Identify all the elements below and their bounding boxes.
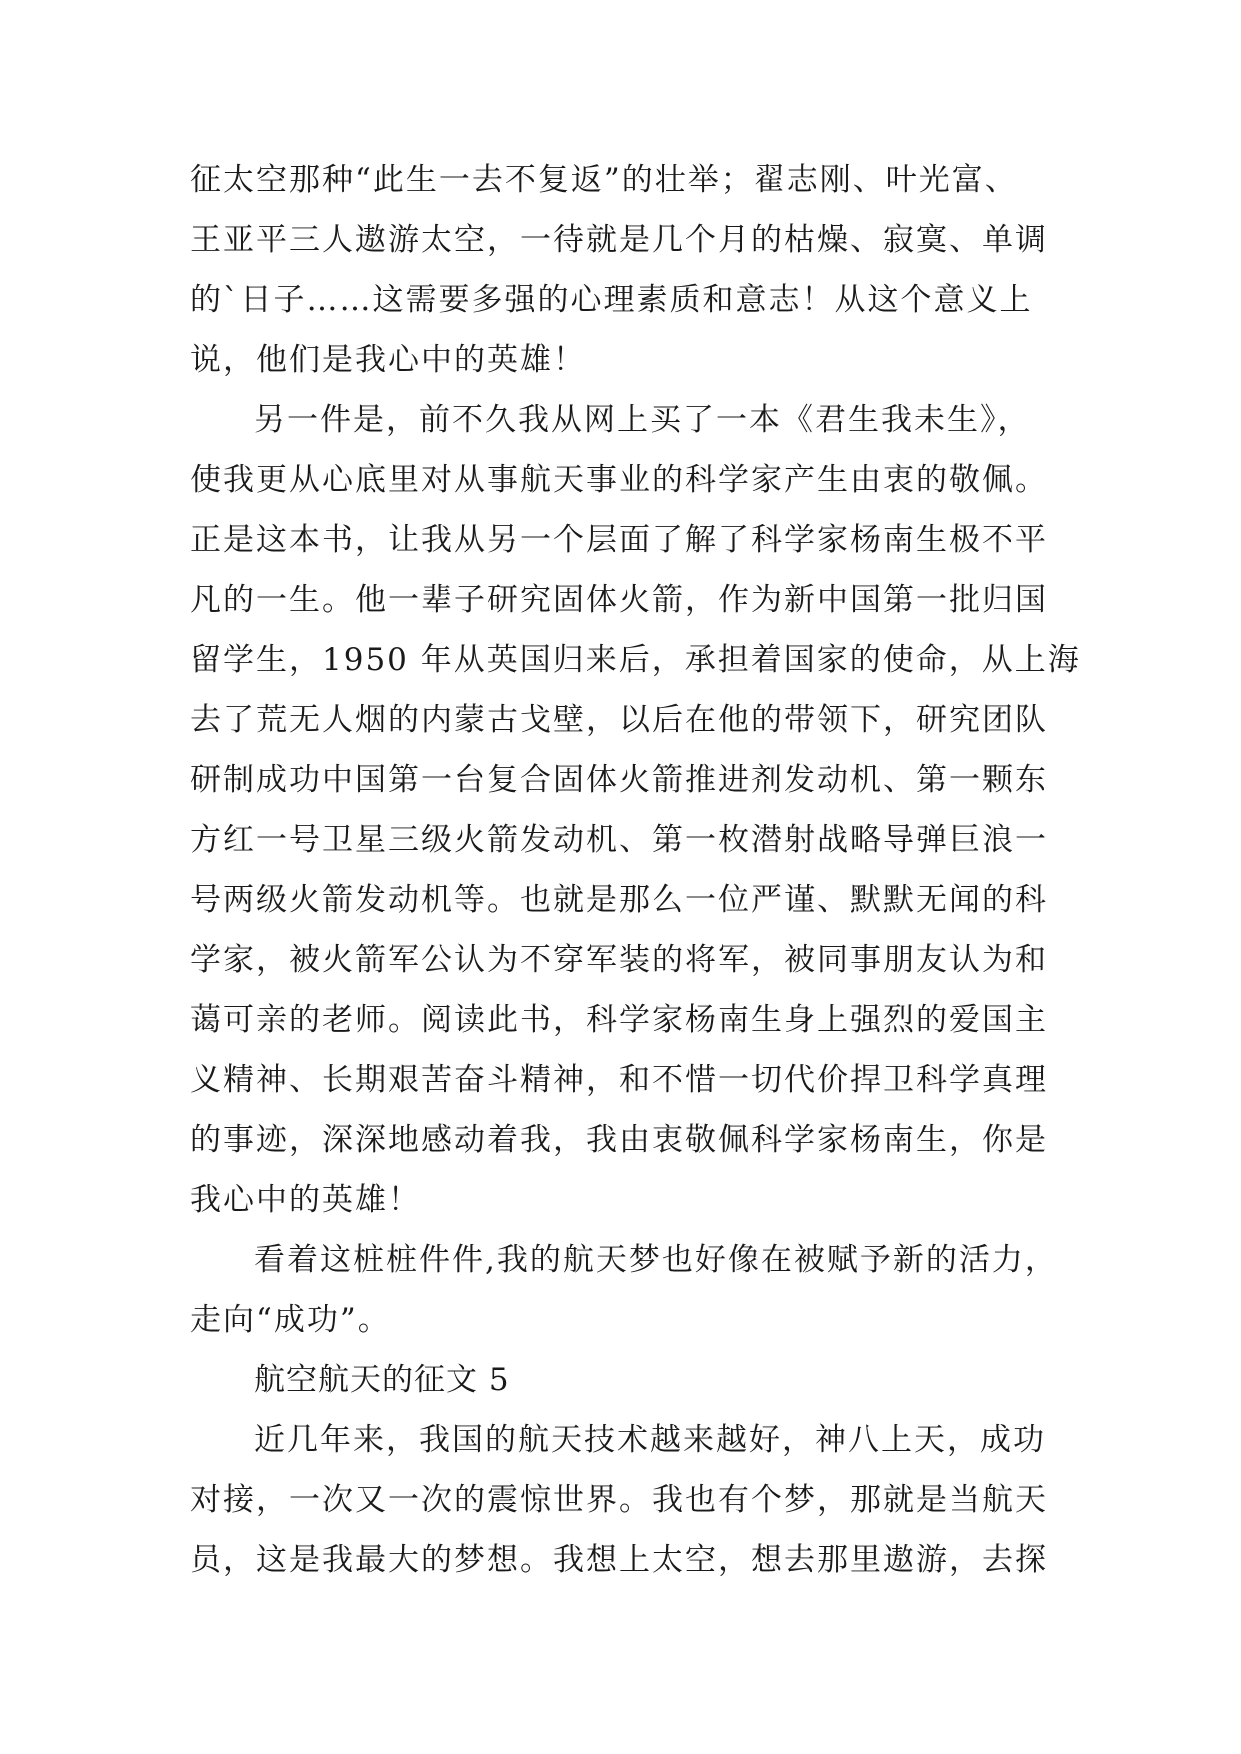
text-line: 学家，被火箭军公认为不穿军装的将军，被同事朋友认为和 <box>190 942 1048 978</box>
paragraph-first-line: 另一件是，前不久我从网上买了一本《君生我未生》， <box>254 402 1031 438</box>
text-line: 凡的一生。他一辈子研究固体火箭，作为新中国第一批归国 <box>190 582 1048 618</box>
text-line: 征太空那种“此生一去不复返”的壮举；翟志刚、叶光富、 <box>190 162 1018 198</box>
text-line: 说，他们是我心中的英雄！ <box>190 342 586 378</box>
text-line: 走向“成功”。 <box>190 1302 391 1338</box>
paragraph-first-line: 看着这桩桩件件,我的航天梦也好像在被赋予新的活力， <box>254 1242 1058 1278</box>
section-heading: 航空航天的征文 5 <box>254 1362 510 1398</box>
text-line: 员，这是我最大的梦想。我想上太空，想去那里遨游，去探 <box>190 1542 1048 1578</box>
text-line: 方红一号卫星三级火箭发动机、第一枚潜射战略导弹巨浪一 <box>190 822 1048 858</box>
text-line: 蔼可亲的老师。阅读此书，科学家杨南生身上强烈的爱国主 <box>190 1002 1048 1038</box>
text-line: 号两级火箭发动机等。也就是那么一位严谨、默默无闻的科 <box>190 882 1048 918</box>
text-line: 的事迹，深深地感动着我，我由衷敬佩科学家杨南生，你是 <box>190 1122 1048 1158</box>
text-line: 王亚平三人遨游太空，一待就是几个月的枯燥、寂寞、单调 <box>190 222 1048 258</box>
text-line: 我心中的英雄！ <box>190 1182 421 1218</box>
paragraph-first-line: 近几年来，我国的航天技术越来越好，神八上天，成功 <box>254 1422 1046 1458</box>
text-line: 去了荒无人烟的内蒙古戈壁，以后在他的带领下，研究团队 <box>190 702 1048 738</box>
text-line: 正是这本书，让我从另一个层面了解了科学家杨南生极不平 <box>190 522 1048 558</box>
text-line: 义精神、长期艰苦奋斗精神，和不惜一切代价捍卫科学真理 <box>190 1062 1048 1098</box>
text-line: 对接，一次又一次的震惊世界。我也有个梦，那就是当航天 <box>190 1482 1048 1518</box>
text-line: 的`日子……这需要多强的心理素质和意志！从这个意义上 <box>190 282 1033 318</box>
text-line: 留学生，1950 年从英国归来后，承担着国家的使命，从上海 <box>190 642 1081 678</box>
text-line: 使我更从心底里对从事航天事业的科学家产生由衷的敬佩。 <box>190 462 1048 498</box>
text-line: 研制成功中国第一台复合固体火箭推进剂发动机、第一颗东 <box>190 762 1048 798</box>
document-page <box>190 150 1081 1590</box>
